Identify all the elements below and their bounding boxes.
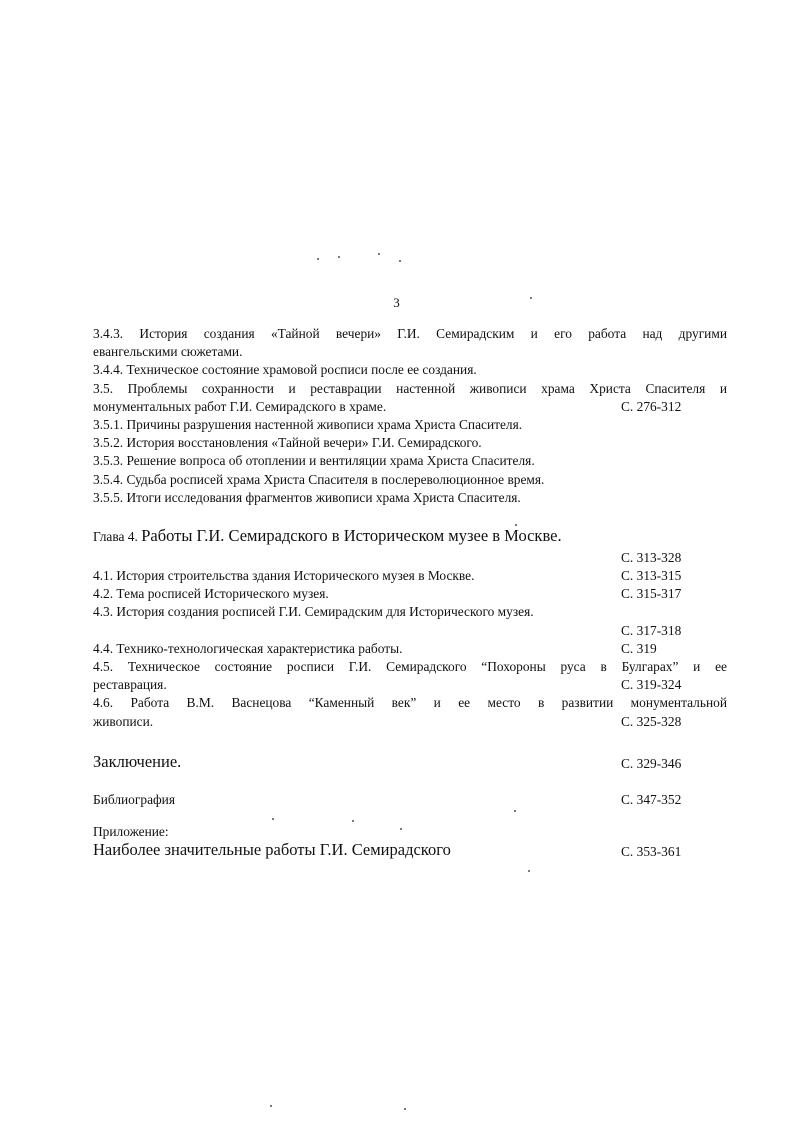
scan-speck (272, 818, 274, 820)
toc-entry-pages: С. 319 (621, 640, 657, 656)
bibliography-title: Библиография (93, 791, 176, 807)
toc-entry (93, 416, 727, 434)
toc-entry-pages: С. 325-328 (621, 713, 682, 729)
toc-entry-text: 3.4.4. Техническое состояние храмовой росписи после ее создания. (93, 362, 477, 378)
toc-entry-pages: С. 315-317 (621, 586, 682, 602)
toc-entry-pages: С. 313-315 (621, 568, 682, 584)
toc-entry-pages: С. 317-318 (621, 622, 682, 638)
toc-entry-text: 3.5.4. Судьба росписей храма Христа Спасителя в послереволюционное время. (93, 471, 545, 487)
bibliography-pages: С. 347-352 (621, 791, 682, 807)
page-number: 3 (393, 295, 400, 310)
scan-speck (317, 258, 319, 260)
toc-entry-line: 3.4.3. История создания «Тайной вечери» Г.И. Семирадским и его работа над другими (93, 326, 727, 341)
toc-entry-text: 4.1. История строительства здания Исторического музея в Москве. (93, 568, 475, 584)
toc-entry (93, 585, 727, 603)
toc-entry-text: 4.3. История создания росписей Г.И. Семирадским для Исторического музея. (93, 604, 534, 620)
scan-speck (352, 820, 354, 822)
toc-entry-line: 3.5. Проблемы сохранности и реставрации настенной живописи храма Христа Спасителя и (93, 380, 727, 396)
scan-speck (270, 1105, 272, 1107)
toc-entry-text: 3.5.5. Итоги исследования фрагментов живописи храма Христа Спасителя. (93, 489, 521, 505)
toc-entry-text: реставрация. (93, 677, 167, 693)
toc-entry (93, 567, 727, 585)
conclusion-title: Заключение. (93, 751, 182, 771)
chapter-4-pages: С. 313-328 (621, 549, 682, 565)
toc-appendix (93, 841, 727, 863)
toc-entry (93, 452, 727, 470)
toc-entry-text: 4.4. Технико-технологическая характеристика работы. (93, 640, 403, 656)
toc-entry-text: евангельскими сюжетами. (93, 344, 243, 360)
toc-entry-line: 4.5. Техническое состояние росписи Г.И. Семирадского “Похороны руса в Булгарах” и ее (93, 659, 727, 675)
scan-speck (530, 297, 532, 299)
toc-conclusion (93, 753, 727, 775)
toc-chapter-4 (93, 527, 727, 549)
chapter-4-title: Работы Г.И. Семирадского в Историческом музее в Москве. (141, 525, 562, 545)
toc-entry (93, 434, 727, 452)
scan-speck (515, 524, 517, 526)
toc-entry-line (93, 398, 727, 416)
toc-entry-text: монументальных работ Г.И. Семирадского в храме. (93, 398, 387, 414)
toc-entry-pages: С. 276-312 (621, 398, 682, 414)
toc-entry-text: 3.5.3. Решение вопроса об отоплении и вентиляции храма Христа Спасителя. (93, 453, 535, 469)
scan-speck (400, 828, 402, 830)
appendix-title: Наиболее значительные работы Г.И. Семирадского (93, 840, 451, 860)
toc-entry-text: 3.5.1. Причины разрушения настенной живописи храма Христа Спасителя. (93, 416, 523, 432)
toc-entry (93, 489, 727, 507)
table-of-contents (93, 325, 727, 863)
toc-entry (93, 640, 727, 658)
toc-section-4 (93, 567, 727, 731)
toc-entry (93, 471, 727, 489)
scan-speck (378, 253, 380, 255)
appendix-label: Приложение: (93, 824, 169, 839)
toc-entry-line (93, 343, 727, 361)
toc-entry-line (93, 676, 727, 694)
toc-entry-pages: С. 319-324 (621, 677, 682, 693)
toc-entry-text: 3.5.2. История восстановления «Тайной вечери» Г.И. Семирадского. (93, 435, 482, 451)
scan-speck (528, 870, 530, 872)
appendix-pages: С. 353-361 (621, 844, 682, 860)
scan-speck (404, 1108, 406, 1110)
toc-bibliography (93, 791, 727, 809)
scan-speck (514, 810, 516, 812)
toc-entry-text: живописи. (93, 713, 154, 729)
scan-speck (338, 256, 340, 258)
toc-section-3 (93, 325, 727, 507)
toc-entry-text: 4.2. Тема росписей Исторического музея. (93, 586, 329, 602)
scan-speck (399, 260, 401, 262)
chapter-4-prefix: Глава 4. (93, 528, 138, 544)
conclusion-pages: С. 329-346 (621, 755, 682, 771)
toc-entry (93, 603, 727, 621)
toc-entry-line (93, 713, 727, 731)
toc-entry (93, 361, 727, 379)
toc-entry-line: 4.6. Работа В.М. Васнецова “Каменный век” и ее место в развитии монументальной (93, 695, 727, 711)
